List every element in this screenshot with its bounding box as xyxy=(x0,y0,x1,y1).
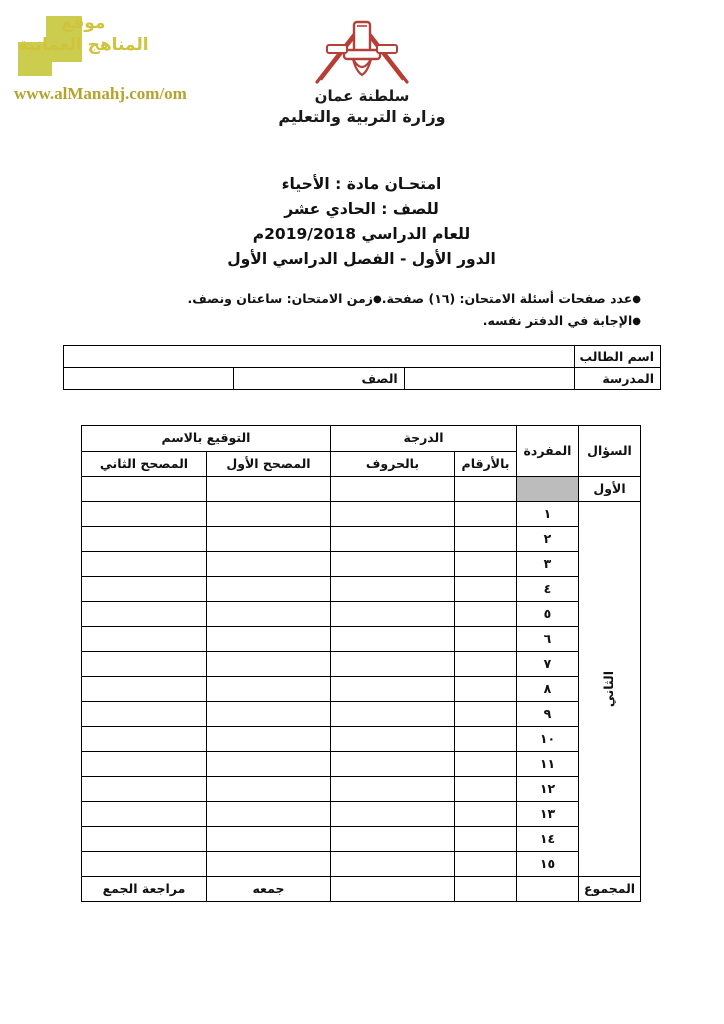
item-number-cell: ٣ xyxy=(517,552,579,577)
grade-numbers-cell[interactable] xyxy=(455,527,517,552)
grade-numbers-cell[interactable] xyxy=(455,477,517,502)
grade-numbers-cell[interactable] xyxy=(455,852,517,877)
grade-letters-cell[interactable] xyxy=(330,652,454,677)
table-row xyxy=(81,877,640,902)
grade-letters-cell[interactable] xyxy=(330,752,454,777)
item-number-cell: ٧ xyxy=(517,652,579,677)
header-question: السؤال xyxy=(579,426,641,477)
exam-year-value: 2019/2018 xyxy=(264,225,357,244)
grade-letters-cell[interactable] xyxy=(330,802,454,827)
header-signature-group: التوقيع بالاسم xyxy=(81,426,330,452)
grade-numbers-cell[interactable] xyxy=(455,777,517,802)
oman-national-emblem-khanjar-icon xyxy=(297,12,427,90)
student-name-label: اسم الطالب xyxy=(575,346,661,368)
grade-numbers-cell[interactable] xyxy=(455,652,517,677)
marker-second-cell[interactable] xyxy=(81,702,206,727)
marker-second-cell[interactable] xyxy=(81,827,206,852)
table-row xyxy=(81,477,640,502)
exam-notes xyxy=(82,290,641,333)
total-numbers-cell[interactable] xyxy=(455,877,517,902)
country-name: سلطنة عمان xyxy=(314,87,410,105)
marker-second-cell[interactable] xyxy=(81,527,206,552)
marker-second-cell[interactable] xyxy=(81,652,206,677)
header-grade-numbers: بالأرقام xyxy=(455,452,517,477)
note-answer-text: الإجابة في الدفتر نفسه. xyxy=(482,312,633,328)
table-row xyxy=(81,777,640,802)
exam-year xyxy=(82,222,641,247)
item-number-cell: ٢ xyxy=(517,527,579,552)
grade-letters-cell[interactable] xyxy=(330,777,454,802)
item-number-cell: ٨ xyxy=(517,677,579,702)
question-second-label xyxy=(579,502,641,877)
marker-first-cell[interactable] xyxy=(206,552,330,577)
table-row xyxy=(81,727,640,752)
marker-first-cell[interactable] xyxy=(206,527,330,552)
grade-numbers-cell[interactable] xyxy=(455,802,517,827)
header-grade-group: الدرجة xyxy=(330,426,516,452)
exam-grade: للصف : الحادي عشر xyxy=(284,200,439,219)
item-number-cell: ١٠ xyxy=(517,727,579,752)
grade-numbers-cell[interactable] xyxy=(455,702,517,727)
marker-first-cell[interactable] xyxy=(206,802,330,827)
item-cell-blocked xyxy=(517,477,579,502)
grade-letters-cell[interactable] xyxy=(330,527,454,552)
grade-letters-cell[interactable] xyxy=(330,477,454,502)
marker-first-cell[interactable] xyxy=(206,827,330,852)
grade-letters-cell[interactable] xyxy=(330,502,454,527)
marker-second-cell[interactable] xyxy=(81,577,206,602)
total-letters-cell[interactable] xyxy=(330,877,454,902)
note-time-text: زمن الامتحان: ساعتان ونصف. xyxy=(187,291,373,306)
table-row xyxy=(81,752,640,777)
bullet-icon: ● xyxy=(372,294,382,305)
table-row xyxy=(81,627,640,652)
item-number-cell: ٥ xyxy=(517,602,579,627)
marker-first-cell[interactable] xyxy=(206,777,330,802)
watermark-url: www.alManahj.com/om xyxy=(14,84,187,103)
grade-letters-cell[interactable] xyxy=(330,602,454,627)
total-label: المجموع xyxy=(579,877,641,902)
grade-numbers-cell[interactable] xyxy=(455,502,517,527)
exam-header xyxy=(82,172,641,272)
marks-table-body xyxy=(81,477,640,902)
grade-numbers-cell[interactable] xyxy=(455,627,517,652)
grade-letters-cell[interactable] xyxy=(330,852,454,877)
marker-first-cell[interactable] xyxy=(206,702,330,727)
ministry-title: وزارة التربية والتعليم xyxy=(278,107,446,127)
grade-letters-cell[interactable] xyxy=(330,577,454,602)
header-grade-letters: بالحروف xyxy=(330,452,454,477)
marker-first-cell[interactable] xyxy=(206,502,330,527)
marker-first-cell[interactable] xyxy=(206,627,330,652)
marker-first-cell[interactable] xyxy=(206,727,330,752)
item-number-cell: ٦ xyxy=(517,627,579,652)
table-row xyxy=(81,677,640,702)
total-review-label: مراجعة الجمع xyxy=(81,877,206,902)
table-row xyxy=(81,852,640,877)
table-header-row xyxy=(81,426,640,452)
marker-first-cell[interactable] xyxy=(206,602,330,627)
table-row xyxy=(81,602,640,627)
class-label: الصف xyxy=(234,368,404,390)
bullet-icon: ● xyxy=(632,294,641,305)
table-row xyxy=(81,702,640,727)
ministry-name xyxy=(262,86,462,128)
item-number-cell: ١٤ xyxy=(517,827,579,852)
marker-first-cell[interactable] xyxy=(206,752,330,777)
marker-first-cell[interactable] xyxy=(206,477,330,502)
school-field[interactable] xyxy=(404,368,574,390)
marker-second-cell[interactable] xyxy=(81,777,206,802)
marker-second-cell[interactable] xyxy=(81,477,206,502)
table-row xyxy=(64,346,661,368)
marker-second-cell[interactable] xyxy=(81,627,206,652)
exam-subject: امتحـان مادة : الأحياء xyxy=(281,175,442,193)
grade-letters-cell[interactable] xyxy=(330,627,454,652)
header-marker-first: المصحح الأول xyxy=(206,452,330,477)
marker-first-cell[interactable] xyxy=(206,852,330,877)
question-first-label: الأول xyxy=(579,477,641,502)
marker-first-cell[interactable] xyxy=(206,577,330,602)
grade-numbers-cell[interactable] xyxy=(455,752,517,777)
school-label: المدرسة xyxy=(575,368,661,390)
exam-year-prefix: للعام الدراسي xyxy=(356,225,471,244)
grade-numbers-cell[interactable] xyxy=(455,552,517,577)
grade-numbers-cell[interactable] xyxy=(455,577,517,602)
marker-second-cell[interactable] xyxy=(81,677,206,702)
marker-second-cell[interactable] xyxy=(81,502,206,527)
item-number-cell: ٩ xyxy=(517,702,579,727)
emblem-block xyxy=(262,12,462,128)
item-number-cell: ١ xyxy=(517,502,579,527)
note-pages-text: عدد صفحات أسئلة الامتحان: (١٦) صفحة. xyxy=(381,291,633,306)
watermark xyxy=(8,8,238,108)
grade-letters-cell[interactable] xyxy=(330,552,454,577)
total-sum-label: جمعه xyxy=(206,877,330,902)
marker-second-cell[interactable] xyxy=(81,802,206,827)
header-marker-second: المصحح الثاني xyxy=(81,452,206,477)
watermark-line2: المناهج العمانية xyxy=(18,35,149,56)
marker-second-cell[interactable] xyxy=(81,602,206,627)
header-item: المفردة xyxy=(517,426,579,477)
grade-letters-cell[interactable] xyxy=(330,677,454,702)
student-info-table xyxy=(63,345,661,390)
note-answer xyxy=(82,309,641,333)
table-row xyxy=(81,552,640,577)
item-number-cell: ١٢ xyxy=(517,777,579,802)
item-number-cell: ٤ xyxy=(517,577,579,602)
total-item-cell[interactable] xyxy=(517,877,579,902)
class-field[interactable] xyxy=(64,368,234,390)
table-row xyxy=(81,502,640,527)
item-number-cell: ١١ xyxy=(517,752,579,777)
watermark-line1: موقع xyxy=(61,13,106,33)
marks-table xyxy=(81,425,641,902)
grade-numbers-cell[interactable] xyxy=(455,727,517,752)
grade-numbers-cell[interactable] xyxy=(455,602,517,627)
note-time xyxy=(188,290,382,309)
table-row xyxy=(81,802,640,827)
exam-round: الدور الأول - الفصل الدراسي الأول xyxy=(227,250,496,269)
marker-first-cell[interactable] xyxy=(206,677,330,702)
table-row xyxy=(81,652,640,677)
table-row xyxy=(81,527,640,552)
marker-second-cell[interactable] xyxy=(81,852,206,877)
student-name-field[interactable] xyxy=(64,346,575,368)
bullet-icon: ● xyxy=(632,315,641,327)
grade-letters-cell[interactable] xyxy=(330,702,454,727)
item-number-cell: ١٣ xyxy=(517,802,579,827)
grade-numbers-cell[interactable] xyxy=(455,827,517,852)
marker-first-cell[interactable] xyxy=(206,652,330,677)
note-pages xyxy=(382,290,641,309)
table-row xyxy=(81,827,640,852)
marker-second-cell[interactable] xyxy=(81,552,206,577)
grade-letters-cell[interactable] xyxy=(330,727,454,752)
item-number-cell: ١٥ xyxy=(517,852,579,877)
watermark-text xyxy=(11,12,156,57)
marker-second-cell[interactable] xyxy=(81,727,206,752)
table-row xyxy=(81,577,640,602)
grade-letters-cell[interactable] xyxy=(330,827,454,852)
marker-second-cell[interactable] xyxy=(81,752,206,777)
table-row xyxy=(64,368,661,390)
question-second-vertical-text: الثاني xyxy=(601,670,617,708)
exam-year-suffix: م xyxy=(252,225,265,244)
grade-numbers-cell[interactable] xyxy=(455,677,517,702)
